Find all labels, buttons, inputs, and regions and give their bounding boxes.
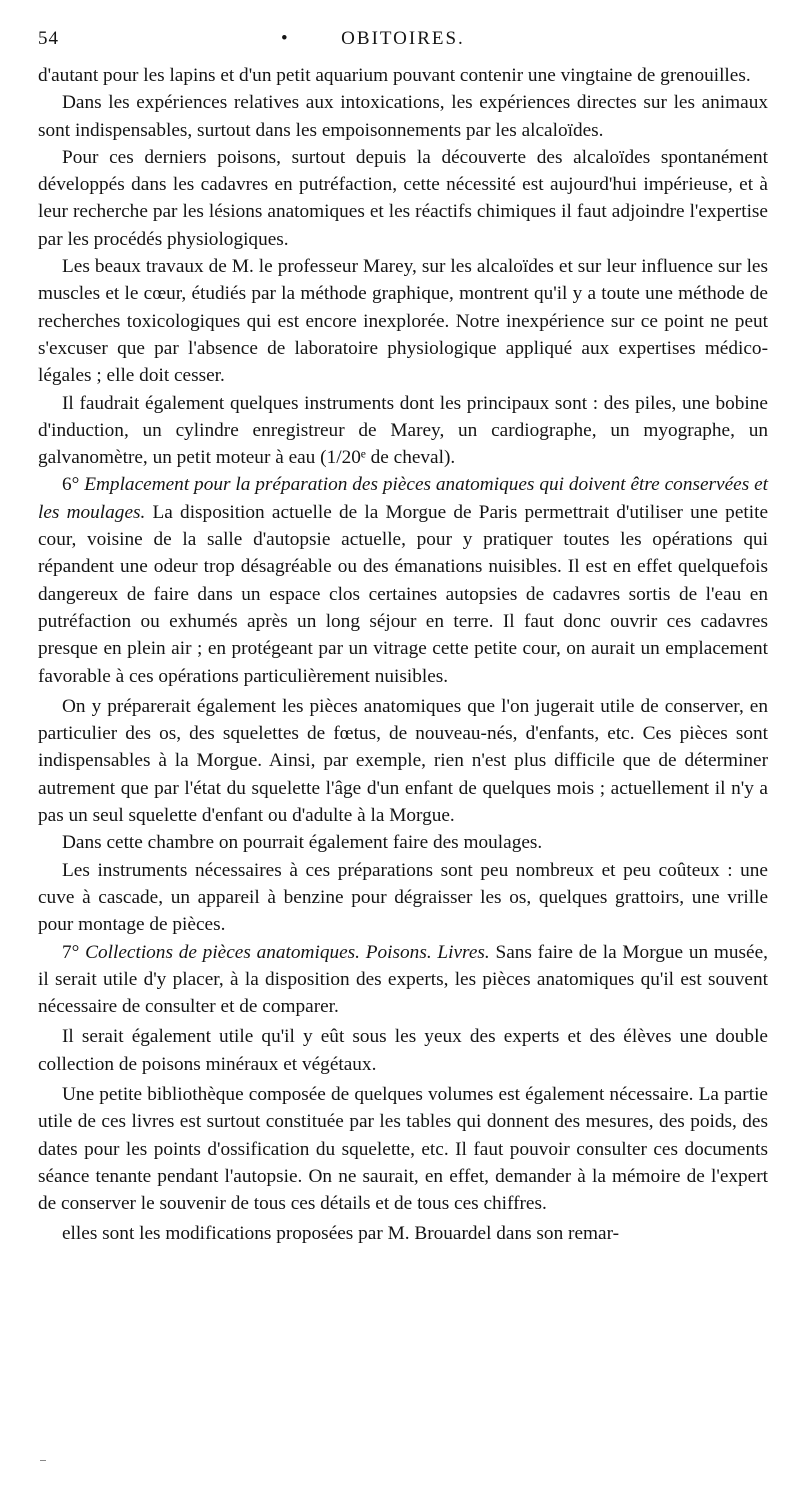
paragraph: Une petite bibliothèque composée de quelques volumes est également nécessaire. La partie utile de ces livres est surtout constituée par les tables qui donnent des mesures, des poids, des dates pour les points d'ossification du squelette, etc. Il faut pouvoir consulter ces documents séance tenante pendant l'autopsie. On ne saurait, en effet, demander à la mémoire de l'expert de conserver le souvenir de tous ces détails et de tous ces chiffres.	[38, 1083, 768, 1215]
running-title: OBITOIRES.	[341, 28, 465, 49]
paragraph: On y préparerait également les pièces anatomiques que l'on jugerait utile de conserver, en particulier des os, des squelettes de fœtus, de nouveau-nés, d'enfants, etc. Ces pièces sont indispensables à la Morgue. Ainsi, par exemple, rien n'est plus difficile que de déterminer autrement que par l'état du squelette l'âge d'un enfant de quelques mois ; actuellement il n'y a pas un seul squelette d'enfant ou d'adulte à la Morgue.	[38, 695, 768, 827]
section-paragraph-6: 6° Emplacement pour la préparation des pièces anatomiques qui doivent être conservées et les moulages. La disposition actuelle de la Morgue de Paris permettrait d'utiliser une petite cour, voisine de la salle d'autopsie actuelle, pour y pratiquer toutes les opérations qui répandent une odeur trop désagréable ou des émanations nuisibles. Il est en effet quelquefois dangereux de faire dans un espace clos certaines autopsies de cadavres sortis de l'eau en putréfaction ou exhumés après un long séjour en terre. Il faut donc ouvrir ces cadavres presque en plein air ; en protégeant par un vitrage cette petite cour, on aurait un emplacement favorable à ces opérations particulièrement nuisibles.	[38, 474, 769, 687]
paragraph: Pour ces derniers poisons, surtout depuis la découverte des alcaloïdes spontanément développés dans les cadavres en putréfaction, cette nécessité est aujourd'hui impérieuse, et à leur recherche par les lésions anatomiques et les réactifs chimiques il faut adjoindre l'expertise par les procédés physiologiques.	[38, 146, 768, 250]
page-number: 54	[38, 28, 59, 49]
paragraph: Il serait également utile qu'il y eût sous les yeux des experts et des élèves une double collection de poisons minéraux et végétaux.	[38, 1026, 768, 1075]
section-paragraph-7: 7° Collections de pièces anatomiques. Poisons. Livres. Sans faire de la Morgue un musée, il serait utile d'y placer, à la disposition des experts, les pièces anatomiques qu'il est souvent nécessaire de consulter et de comparer.	[38, 941, 768, 1018]
paragraph: Les beaux travaux de M. le professeur Marey, sur les alcaloïdes et sur leur influence sur les muscles et le cœur, étudiés par la méthode graphique, montrent qu'il y a toute une méthode de recherches toxicologiques qui est encore inexplorée. Notre inexpérience sur ce point ne peut s'excuser que par l'absence de laboratoire physiologique appliqué aux expertises médico-légales ; elle doit cesser.	[38, 256, 768, 387]
section-heading-6: Emplacement pour la préparation des pièces anatomiques qui doivent être conservées et les moulages.	[38, 474, 768, 523]
paragraph: elles sont les modifications proposées par M. Brouardel dans son remar-	[62, 1223, 620, 1245]
paragraph: Dans les expériences relatives aux intoxications, les expériences directes sur les animaux sont indispensables, surtout dans les empoisonnements par les alcaloïdes.	[38, 92, 768, 141]
running-header	[38, 28, 768, 62]
paragraph: Il faudrait également quelques instruments dont les principaux sont : des piles, une bobine d'induction, un cylindre enregistreur de Marey, un cardiographe, un myographe, un galvanomètre, un petit moteur à eau (1/20ᵉ de cheval).	[38, 392, 768, 469]
paragraph: d'autant pour les lapins et d'un petit aquarium pouvant contenir une vingtaine de grenouilles.	[38, 65, 751, 86]
paragraph: Dans cette chambre on pourrait également faire des moulages.	[62, 832, 543, 854]
document-page	[38, 28, 768, 1248]
section-heading-7: Collections de pièces anatomiques. Poisons. Livres.	[85, 941, 490, 963]
paragraph: Les instruments nécessaires à ces préparations sont peu nombreux et peu coûteux : une cuve à cascade, un appareil à benzine pour dégraisser les os, quelques grattoirs, une vrille pour montage de pièces.	[38, 859, 768, 936]
header-mark: •	[281, 28, 289, 49]
margin-mark	[40, 1460, 46, 1461]
body-text	[38, 62, 768, 1248]
